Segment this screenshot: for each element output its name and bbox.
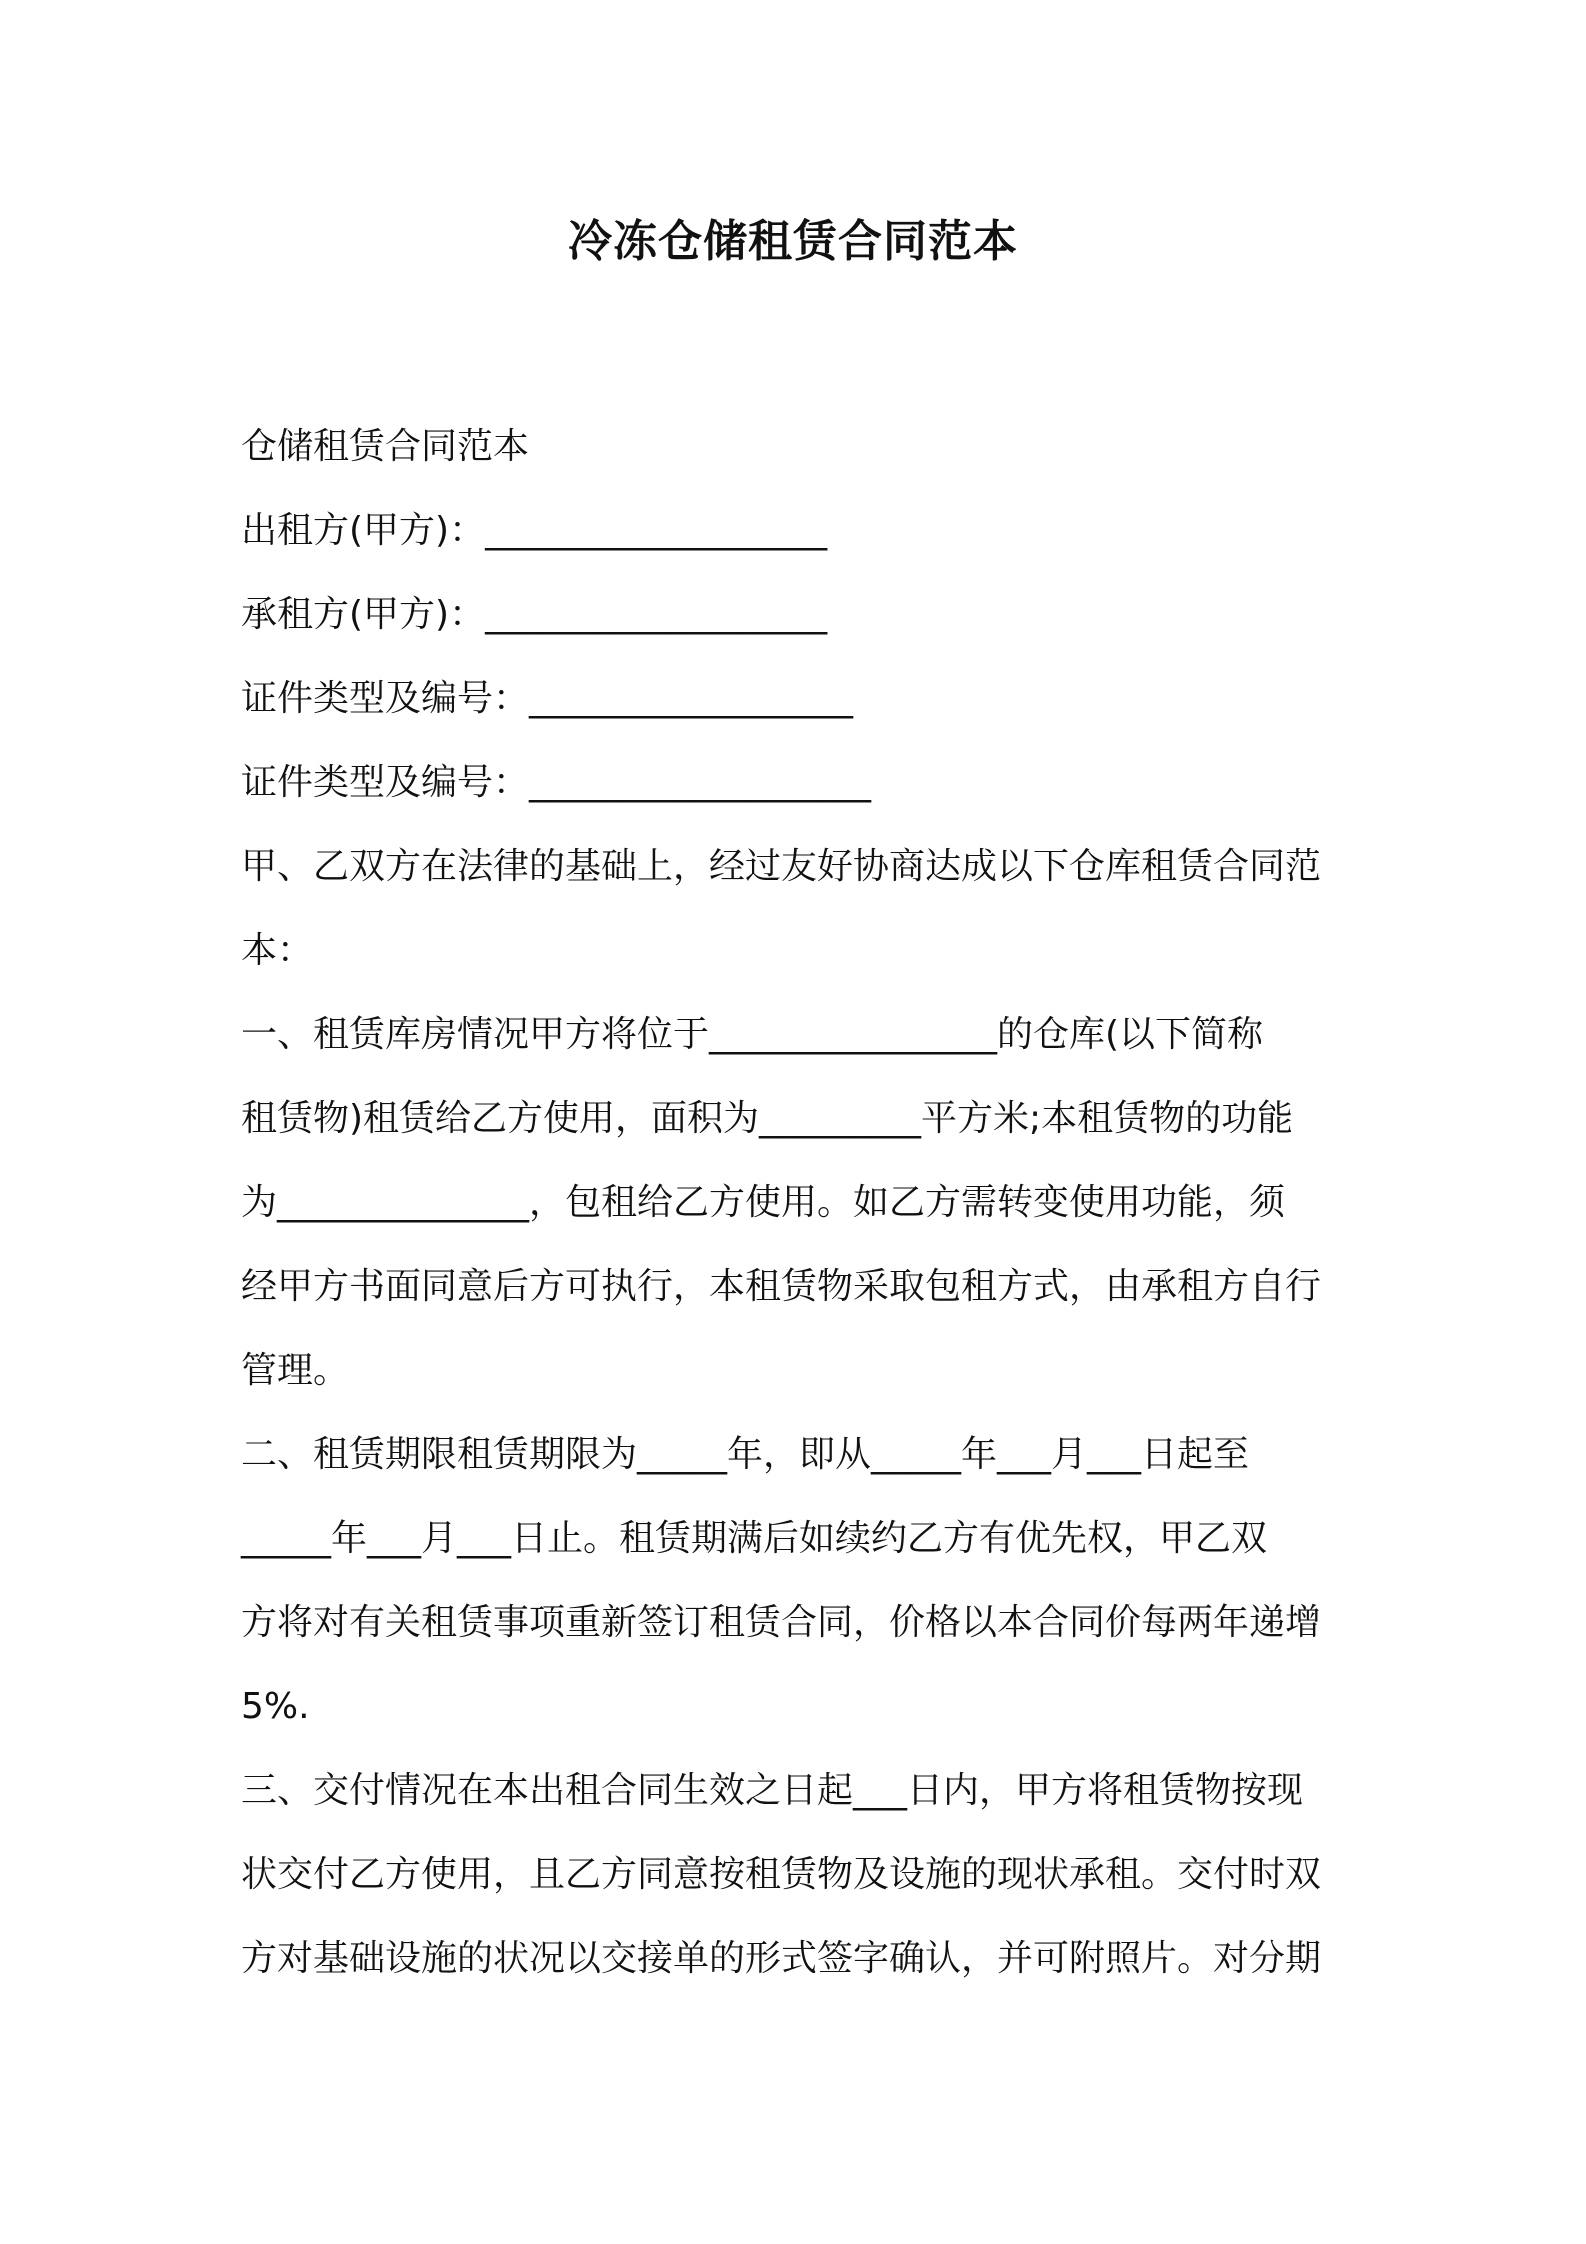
id-type-number-line-2: 证件类型及编号：___________________: [241, 762, 872, 803]
document-title: 冷冻仓储租赁合同范本: [568, 216, 1018, 267]
clause-2-line-4: 5%.: [241, 1686, 310, 1727]
clause-1-line-5: 管理。: [241, 1350, 350, 1391]
clause-3-line-3: 方对基础设施的状况以交接单的形式签字确认，并可附照片。对分期: [241, 1938, 1322, 1979]
document-body: [241, 405, 1361, 2001]
lessor-field-line: 出租方(甲方)：___________________: [241, 510, 828, 551]
preamble-line-1: 甲、乙双方在法律的基础上，经过友好协商达成以下仓库租赁合同范: [241, 846, 1322, 887]
id-type-number-line-1: 证件类型及编号：__________________: [241, 678, 854, 719]
clause-2-line-3: 方将对有关租赁事项重新签订租赁合同，价格以本合同价每两年递增: [241, 1602, 1322, 1643]
clause-1-line-4: 经甲方书面同意后方可执行，本租赁物采取包租方式，由承租方自行: [241, 1266, 1322, 1307]
clause-1-line-2: 租赁物)租赁给乙方使用，面积为_________平方米;本租赁物的功能: [241, 1098, 1294, 1139]
clause-3-line-2: 状交付乙方使用，且乙方同意按租赁物及设施的现状承租。交付时双: [241, 1854, 1322, 1895]
lessee-field-line: 承租方(甲方)：___________________: [241, 594, 828, 635]
clause-1-line-3: 为______________，包租给乙方使用。如乙方需转变使用功能，须: [241, 1182, 1286, 1223]
subtitle-line: 仓储租赁合同范本: [241, 426, 530, 467]
clause-2-line-1: 二、租赁期限租赁期限为_____年，即从_____年___月___日起至: [241, 1434, 1250, 1475]
preamble-line-2: 本：: [241, 930, 314, 971]
clause-2-line-2: _____年___月___日止。租赁期满后如续约乙方有优先权，甲乙双: [241, 1518, 1268, 1559]
clause-3-line-1: 三、交付情况在本出租合同生效之日起___日内，甲方将租赁物按现: [241, 1770, 1304, 1811]
clause-1-line-1: 一、租赁库房情况甲方将位于________________的仓库(以下简称: [241, 1014, 1264, 1055]
